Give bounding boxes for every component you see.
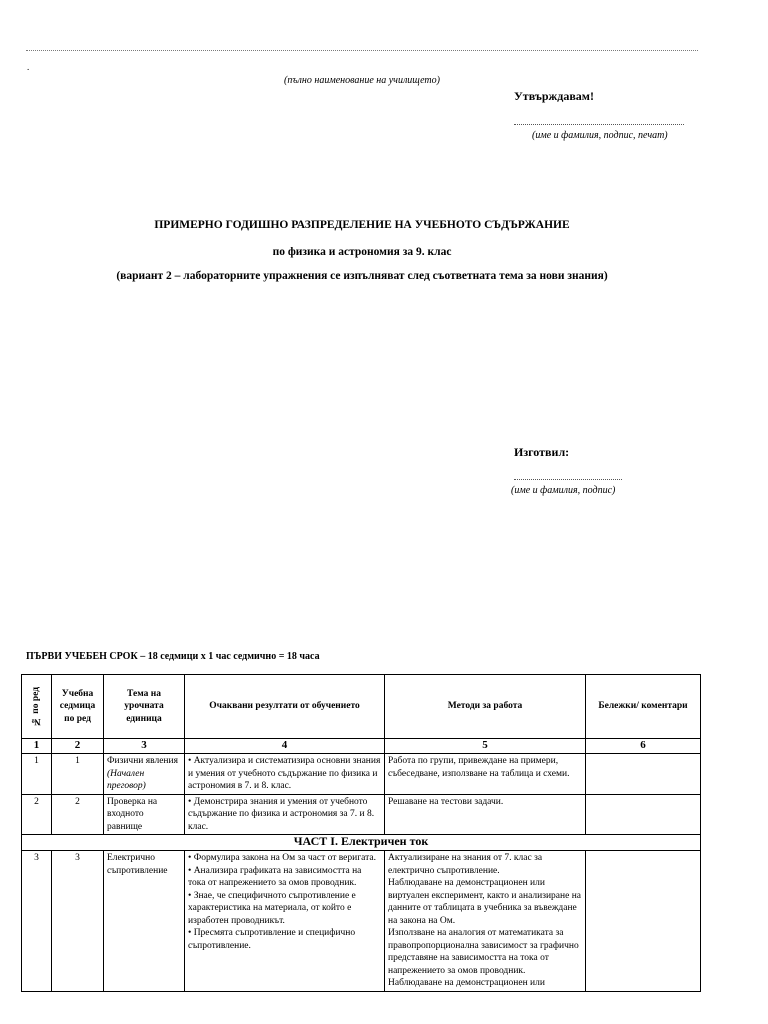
prepared-by-label: Изготвил: bbox=[514, 445, 570, 459]
column-number: 2 bbox=[52, 739, 104, 754]
school-name-caption: (пълно наименование на училището) bbox=[284, 75, 440, 86]
header-topic: Тема на урочната единица bbox=[104, 675, 185, 739]
row-methods: Решаване на тестови задачи. bbox=[385, 794, 586, 835]
row-no: 3 bbox=[22, 851, 52, 992]
method-item: Използване на аналогия от математиката за правопропорционална зависимост за графично представяне на зависимостта на тока от напрежението за омов проводник. bbox=[388, 928, 579, 976]
column-number: 3 bbox=[104, 739, 185, 754]
document-title: ПРИМЕРНО ГОДИШНО РАЗПРЕДЕЛЕНИЕ НА УЧЕБНОТО СЪДЪРЖАНИЕ bbox=[154, 219, 570, 231]
row-results: • Демонстрира знания и умения от учебното съдържание по физика и астрономия за 7. и 8. клас. bbox=[185, 794, 385, 835]
school-name-line bbox=[26, 50, 698, 51]
column-number: 6 bbox=[586, 739, 701, 754]
result-item: • Знае, че специфичното съпротивление е характеристика на материала, от който е изработен проводникът. bbox=[188, 890, 356, 926]
approve-signature-line bbox=[514, 124, 684, 125]
row-no: 1 bbox=[22, 754, 52, 795]
row-methods bbox=[385, 851, 586, 992]
approve-caption: (име и фамилия, подпис, печат) bbox=[532, 130, 668, 141]
row-notes bbox=[586, 794, 701, 835]
method-item: Актуализиране на знания от 7. клас за електрично съпротивление. bbox=[388, 853, 543, 876]
table-row bbox=[22, 851, 701, 992]
prepared-caption: (име и фамилия, подпис) bbox=[511, 485, 616, 496]
result-item: • Анализира графиката на зависимостта на тока от напрежението за омов проводник. bbox=[188, 865, 362, 888]
row-week: 3 bbox=[52, 851, 104, 992]
part-title: ЧАСТ I. Електричен ток bbox=[22, 835, 701, 851]
row-topic bbox=[104, 754, 185, 795]
curriculum-table bbox=[21, 674, 701, 992]
prepared-signature-line bbox=[514, 479, 622, 480]
header-notes: Бележки/ коментари bbox=[586, 675, 701, 739]
row-notes bbox=[586, 754, 701, 795]
row-topic: Проверка на входното равнище bbox=[104, 794, 185, 835]
table-row bbox=[22, 754, 701, 795]
row-methods: Работа по групи, привеждане на примери, събеседване, използване на таблица и схеми. bbox=[385, 754, 586, 795]
header-results: Очаквани резултати от обучението bbox=[185, 675, 385, 739]
row-topic: Електрично съпротивление bbox=[104, 851, 185, 992]
approve-label: Утвърждавам! bbox=[514, 89, 594, 103]
header-week: Учебна седмица по ред bbox=[52, 675, 104, 739]
header-methods: Методи за работа bbox=[385, 675, 586, 739]
table-header-row bbox=[22, 675, 701, 739]
column-number: 4 bbox=[185, 739, 385, 754]
row-results bbox=[185, 851, 385, 992]
result-item: • Пресмята съпротивление и специфично съпротивление. bbox=[188, 928, 356, 951]
document-subtitle: по физика и астрономия за 9. клас bbox=[272, 246, 452, 258]
table-row bbox=[22, 794, 701, 835]
row-notes bbox=[586, 851, 701, 992]
row-results: • Актуализира и систематизира основни знания и умения от учебното съдържание по физика и астрономия в 7. и 8. клас. bbox=[185, 754, 385, 795]
part-heading-row bbox=[22, 835, 701, 851]
method-item: Наблюдаване на демонстрационен или bbox=[388, 978, 545, 988]
column-number: 5 bbox=[385, 739, 586, 754]
result-item: • Формулира закона на Ом за част от веригата. bbox=[188, 853, 376, 863]
column-number: 1 bbox=[22, 739, 52, 754]
row-week: 2 bbox=[52, 794, 104, 835]
stray-mark: . bbox=[27, 62, 30, 72]
column-number-row bbox=[22, 739, 701, 754]
document-variant: (вариант 2 – лабораторните упражнения се изпълняват след съответната тема за нови знания) bbox=[116, 270, 608, 282]
topic-note: (Начален преговор) bbox=[107, 768, 146, 791]
topic-text: Физични явления bbox=[107, 756, 178, 766]
row-no: 2 bbox=[22, 794, 52, 835]
method-item: Наблюдаване на демонстрационен или виртуален експеримент, както и анализиране на данните от таблицата в учебника за въвеждане на закона на Ом. bbox=[388, 878, 582, 926]
row-week: 1 bbox=[52, 754, 104, 795]
header-no: № по ред bbox=[22, 675, 52, 739]
term-heading: ПЪРВИ УЧЕБЕН СРОК – 18 седмици x 1 час седмично = 18 часа bbox=[26, 651, 320, 662]
